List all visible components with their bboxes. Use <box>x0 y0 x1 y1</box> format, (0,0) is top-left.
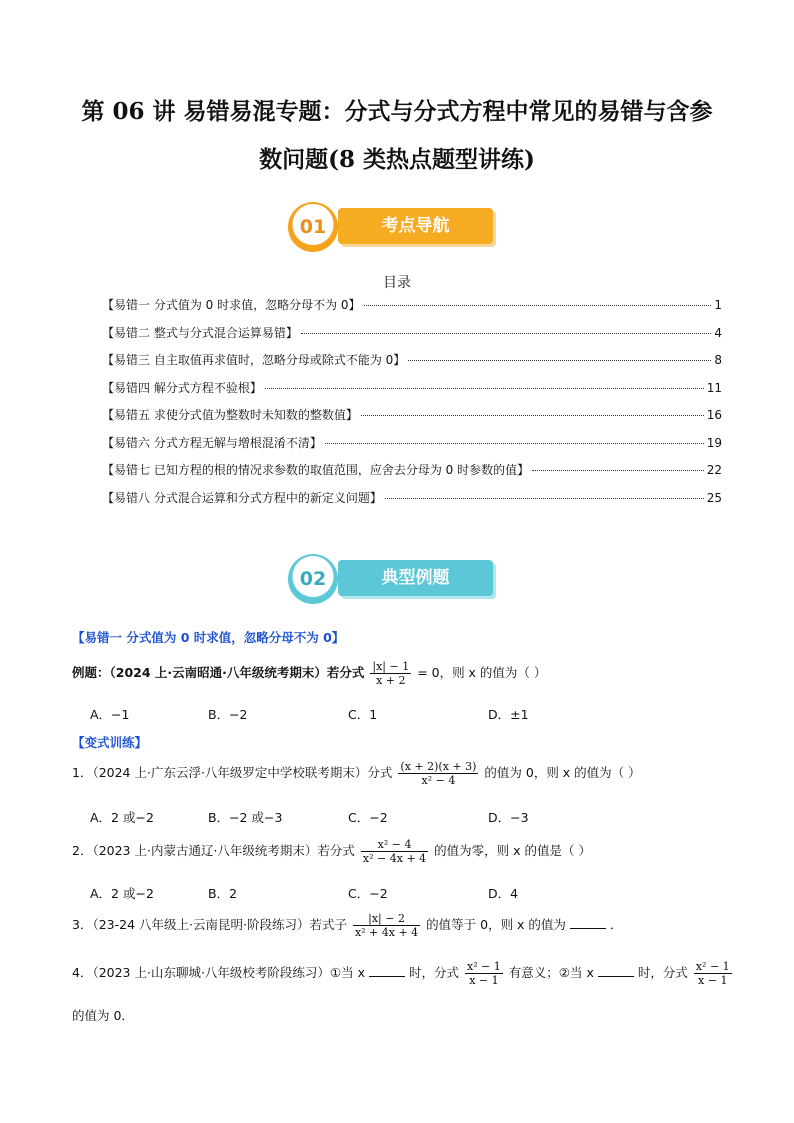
option-c: C．−2 <box>348 810 388 825</box>
q2-prefix: 2．（2023 上·内蒙古通辽·八年级统考期末）若分式 <box>72 843 355 858</box>
variant-heading: 【变式训练】 <box>72 735 148 750</box>
denominator: x + 2 <box>376 674 406 687</box>
numerator: |x| − 1 <box>372 660 410 673</box>
toc-page-number: 22 <box>706 463 722 477</box>
option-d: D．−3 <box>488 810 529 825</box>
option-c: C．1 <box>348 707 378 722</box>
toc-leader-dots <box>301 333 712 334</box>
toc-leader-dots <box>408 360 711 361</box>
denominator: x² + 4x + 4 <box>354 926 419 939</box>
fraction <box>694 960 732 987</box>
fraction <box>398 760 478 787</box>
fraction <box>353 912 420 939</box>
toc-entry-text: 【易错五 求使分式值为整数时未知数的整数值】 <box>102 408 358 422</box>
q3-prefix: 3．（23-24 八年级上·云南昆明·阶段练习）若式子 <box>72 917 347 932</box>
option-a: A．−1 <box>90 707 130 722</box>
toc-entry-text: 【易错六 分式方程无解与增根混淆不清】 <box>102 435 322 450</box>
toc-entry[interactable] <box>102 351 722 379</box>
page-title <box>60 88 734 184</box>
toc-page-number: 4 <box>714 325 722 340</box>
toc-leader-dots <box>325 443 704 444</box>
answer-blank[interactable] <box>570 916 606 929</box>
toc-leader-dots <box>361 415 704 416</box>
toc-entry[interactable] <box>102 461 722 489</box>
toc-page-number: 1 <box>714 298 722 312</box>
badge-number: 01 <box>288 202 338 252</box>
q3-end: ． <box>609 917 623 932</box>
denominator: x − 1 <box>469 974 499 987</box>
q4-mid1: 时，分式 <box>408 965 459 980</box>
toc-leader-dots <box>364 305 712 306</box>
toc-entry[interactable] <box>102 489 722 517</box>
q1-suffix: 的值为 0，则 x 的值为（ ） <box>484 765 641 780</box>
toc-page-number: 19 <box>706 435 722 450</box>
toc-leader-dots <box>532 470 704 471</box>
option-b: B．−2 <box>208 707 248 722</box>
toc-entry-text: 【易错二 整式与分式混合运算易错】 <box>102 325 298 340</box>
q3-suffix: 的值等于 0，则 x 的值为 <box>426 917 566 932</box>
option-a: A．2 或−2 <box>90 886 154 901</box>
question-4 <box>72 960 734 987</box>
option-b: B．2 <box>208 886 238 901</box>
toc-entry-text: 【易错三 自主取值再求值时，忽略分母或除式不能为 0】 <box>102 353 406 367</box>
table-of-contents <box>102 296 722 516</box>
numerator: x² − 1 <box>695 960 730 973</box>
toc-entry[interactable] <box>102 379 722 407</box>
toc-entry-text: 【易错七 已知方程的根的情况求参数的取值范围，应舍去分母为 0 时参数的值】 <box>102 463 530 477</box>
toc-entry[interactable] <box>102 406 722 434</box>
q1-prefix: 1．（2024 上·广东云浮·八年级罗定中学校联考期末）分式 <box>72 765 393 780</box>
q2-suffix: 的值为零，则 x 的值是（ ） <box>434 843 591 858</box>
answer-blank[interactable] <box>598 964 634 977</box>
toc-leader-dots <box>385 498 704 499</box>
q4-prefix: 4．（2023 上·山东聊城·八年级校考阶段练习）①当 x <box>72 965 366 980</box>
denominator: x − 1 <box>698 974 728 987</box>
numerator: |x| − 2 <box>353 912 420 926</box>
toc-title: 目录 <box>383 275 411 291</box>
toc-entry[interactable] <box>102 324 722 352</box>
badge-number: 02 <box>288 554 338 604</box>
toc-page-number: 8 <box>714 353 722 367</box>
fraction <box>465 960 503 987</box>
badge-label: 考点导航 <box>338 208 493 244</box>
toc-page-number: 16 <box>706 408 722 422</box>
toc-entry[interactable] <box>102 296 722 324</box>
toc-entry-text: 【易错四 解分式方程不验根】 <box>102 380 262 395</box>
option-d: D．±1 <box>488 707 529 722</box>
denominator: x² − 4 <box>421 774 456 787</box>
example-prefix: 例题：（2024 上·云南昭通·八年级统考期末）若分式 <box>72 665 365 680</box>
section-heading: 【易错一 分式值为 0 时求值，忽略分母不为 0】 <box>72 630 345 645</box>
q4-mid2: 有意义；②当 x <box>508 965 594 980</box>
option-c: C．−2 <box>348 886 388 901</box>
numerator: (x + 2)(x + 3) <box>400 760 477 773</box>
title-line-2: 数问题(8 类热点题型讲练) <box>259 146 535 173</box>
fraction <box>370 660 411 687</box>
question-2 <box>72 838 591 865</box>
badge-label: 典型例题 <box>338 560 493 596</box>
toc-page-number: 11 <box>706 380 722 395</box>
question-1 <box>72 760 641 787</box>
toc-entry[interactable] <box>102 434 722 462</box>
option-d: D．4 <box>488 886 519 901</box>
question-3 <box>72 912 622 939</box>
denominator: x² − 4x + 4 <box>362 852 427 865</box>
toc-leader-dots <box>265 388 704 389</box>
numerator: x² − 1 <box>466 960 501 973</box>
q4-mid3: 时，分式 <box>637 965 688 980</box>
example-question <box>72 660 546 687</box>
toc-entry-text: 【易错八 分式混合运算和分式方程中的新定义问题】 <box>102 490 382 505</box>
fraction <box>361 838 428 865</box>
option-a: A．2 或−2 <box>90 810 154 825</box>
answer-blank[interactable] <box>369 964 405 977</box>
example-suffix: = 0，则 x 的值为（ ） <box>417 665 547 680</box>
question-4-line-2: 的值为 0． <box>72 1008 134 1023</box>
numerator: x² − 4 <box>361 838 428 852</box>
toc-entry-text: 【易错一 分式值为 0 时求值，忽略分母不为 0】 <box>102 298 361 312</box>
option-b: B．−2 或−3 <box>208 810 283 825</box>
toc-page-number: 25 <box>706 490 722 505</box>
title-line-1: 第 06 讲 易错易混专题：分式与分式方程中常见的易错与含参 <box>81 98 713 125</box>
